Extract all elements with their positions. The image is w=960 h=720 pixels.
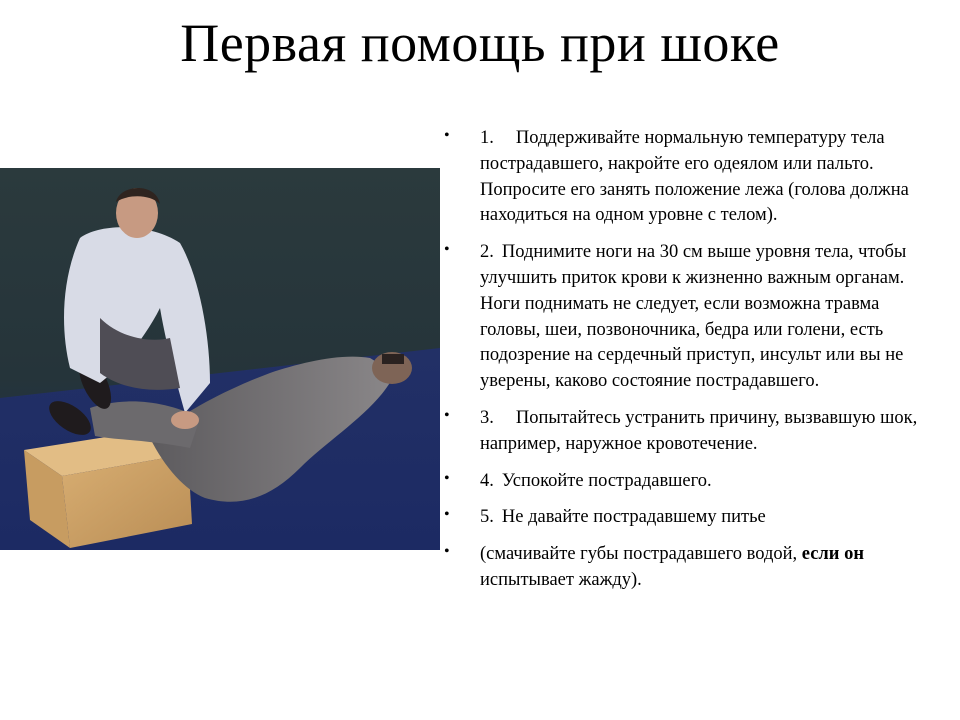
item-text: Успокойте пострадавшего. [501,470,712,491]
list-item [440,542,930,594]
item-number: 2. [480,242,494,263]
list-item [440,126,930,229]
list-item [440,406,930,458]
list-item [440,240,930,395]
first-aid-photo [0,168,440,550]
list-item [440,505,930,531]
item-number: 1. [480,128,494,148]
slide-title: Первая помощь при шоке [180,13,780,73]
list-item [440,469,930,495]
item-text-bold: если он [801,544,864,565]
bullet-icon: • [444,469,450,487]
bullet-icon: • [444,543,450,561]
bullet-icon: • [444,241,450,259]
item-text: Попытайтесь устранить причину, вызвавшую шок, например, наружное кровотечение. [480,407,918,454]
bullet-icon: • [444,506,450,524]
item-text: Поднимите ноги на 30 см выше уровня тела, чтобы улучшить приток крови к жизненно важным органам. Ноги поднимать не следует, если возможна травма головы, шеи, позвоночника, бедра или голени, есть подозрение на сердечный приступ, инсульт или вы не уверены, каково состояние пострадавшего. [480,242,907,392]
item-text-pre: (смачивайте губы пострадавшего водой, [480,544,802,565]
item-number: 5. [480,507,494,528]
item-text: Не давайте пострадавшему питье [501,507,766,528]
first-aid-steps-list [440,126,930,605]
bullet-icon: • [444,406,450,424]
item-number: 4. [480,470,494,491]
item-text: Поддерживайте нормальную температуру тела пострадавшего, накройте его одеялом или пальто. Попросите его занять положение лежа (голова должна находиться на одном уровне с телом). [480,128,909,226]
bullet-icon: • [444,127,450,144]
item-text-post: испытывает жажду). [480,569,642,590]
item-number: 3. [480,407,494,428]
